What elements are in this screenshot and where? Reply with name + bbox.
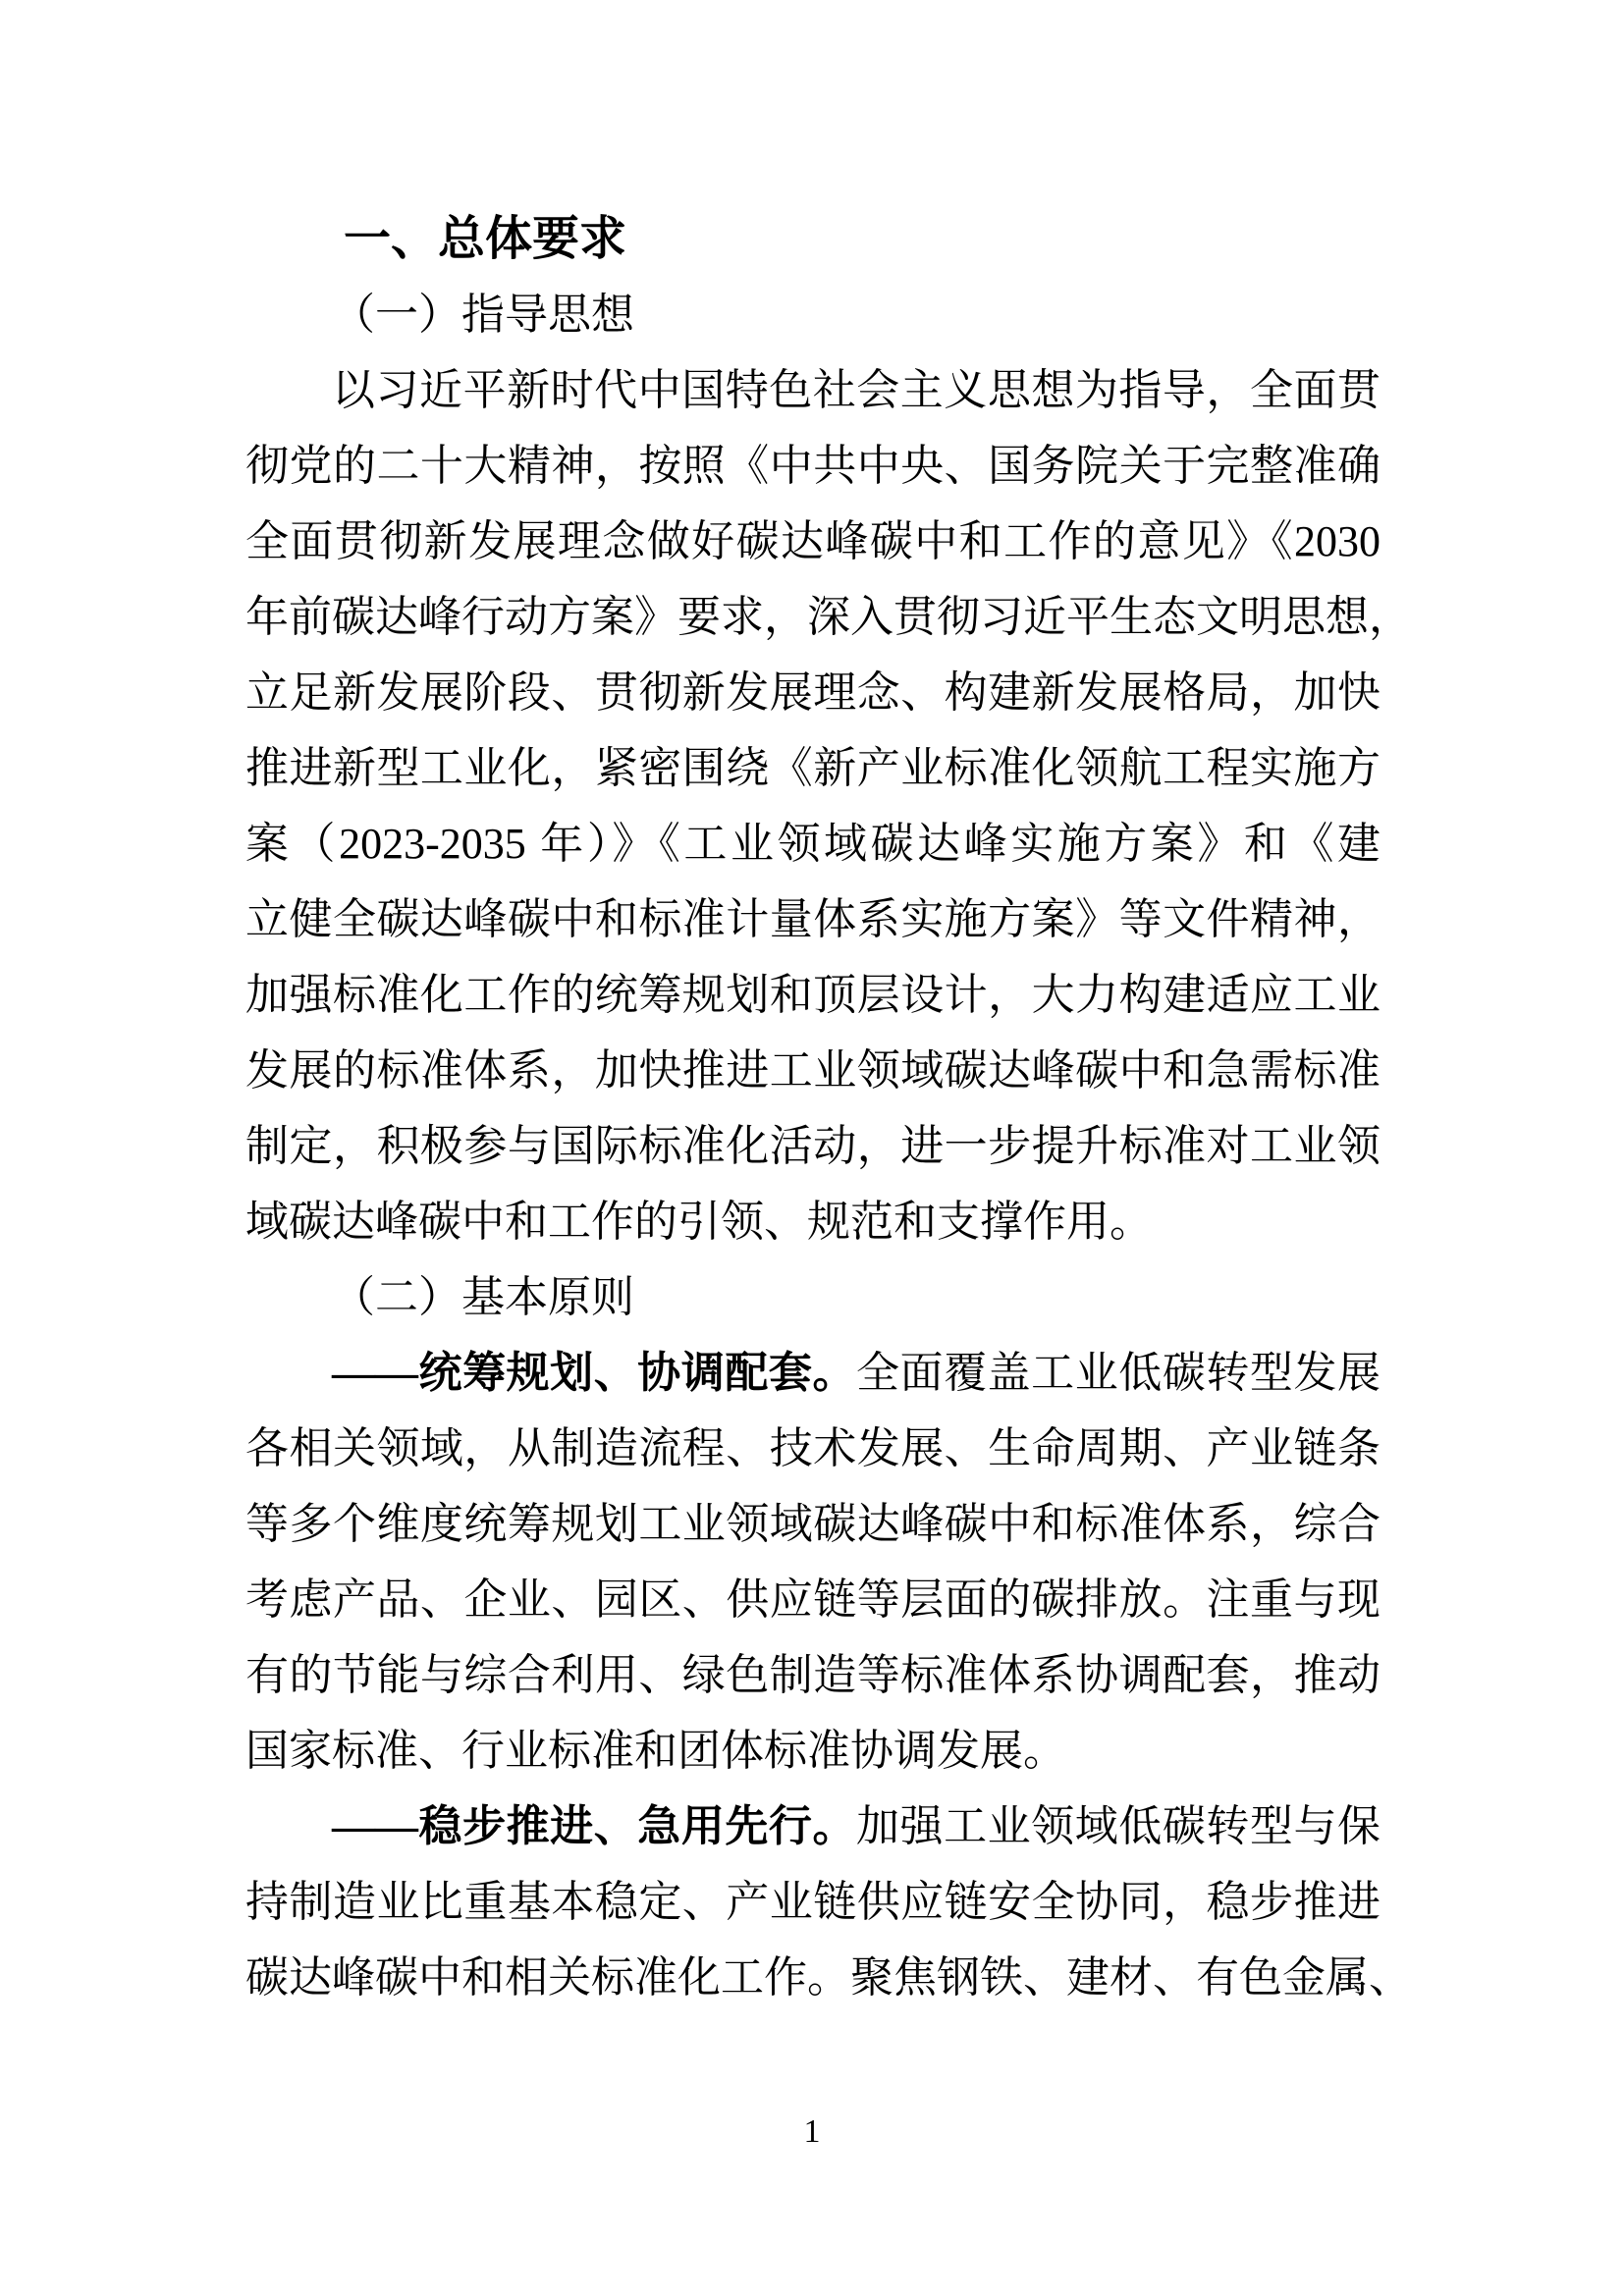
- text-line: 全面贯彻新发展理念做好碳达峰碳中和工作的意见》《2030: [245, 517, 1380, 565]
- sub-heading: （二）基本原则: [332, 1273, 634, 1321]
- text-line: 发展的标准体系，加快推进工业领域碳达峰碳中和急需标准: [245, 1046, 1380, 1095]
- text-line: 有的节能与综合利用、绿色制造等标准体系协调配套，推动: [245, 1651, 1380, 1699]
- text-line: 考虑产品、企业、园区、供应链等层面的碳排放。注重与现: [245, 1575, 1380, 1624]
- text-line: 加强标准化工作的统筹规划和顶层设计，大力构建适应工业: [245, 971, 1380, 1019]
- bold-lead-phrase: ——稳步推进、急用先行。: [332, 1802, 856, 1850]
- bold-lead-phrase: ——统筹规划、协调配套。: [332, 1349, 856, 1397]
- section-heading: 一、总体要求: [344, 213, 627, 265]
- text-line: 等多个维度统筹规划工业领域碳达峰碳中和标准体系，综合: [245, 1500, 1380, 1548]
- text-line: 以习近平新时代中国特色社会主义思想为指导，全面贯: [332, 366, 1380, 414]
- text-line: ——稳步推进、急用先行。加强工业领域低碳转型与保: [332, 1802, 1380, 1850]
- text-line: 国家标准、行业标准和团体标准协调发展。: [245, 1727, 1066, 1775]
- text-line: 各相关领域，从制造流程、技术发展、生命周期、产业链条: [245, 1424, 1380, 1472]
- text-line: 案（2023-2035 年）》《工业领域碳达峰实施方案》和《建: [245, 820, 1380, 868]
- text-line: 碳达峰碳中和相关标准化工作。聚焦钢铁、建材、有色金属、: [245, 1953, 1412, 2002]
- text-line: 年前碳达峰行动方案》要求，深入贯彻习近平生态文明思想，: [245, 593, 1412, 641]
- text-line: 立健全碳达峰碳中和标准计量体系实施方案》等文件精神，: [245, 895, 1380, 943]
- text-line: 推进新型工业化，紧密围绕《新产业标准化领航工程实施方: [245, 744, 1380, 792]
- page-number: 1: [803, 2113, 821, 2150]
- text-line: 域碳达峰碳中和工作的引领、规范和支撑作用。: [245, 1198, 1153, 1246]
- text-line: 制定，积极参与国际标准化活动，进一步提升标准对工业领: [245, 1122, 1380, 1170]
- text-line: 彻党的二十大精神，按照《中共中央、国务院关于完整准确: [245, 442, 1380, 490]
- text-line: 立足新发展阶段、贯彻新发展理念、构建新发展格局，加快: [245, 668, 1380, 717]
- sub-heading: （一）指导思想: [332, 291, 634, 339]
- text-line: 持制造业比重基本稳定、产业链供应链安全协同，稳步推进: [245, 1878, 1380, 1926]
- document-body: [245, 201, 1412, 2015]
- text-line: ——统筹规划、协调配套。全面覆盖工业低碳转型发展: [332, 1349, 1380, 1397]
